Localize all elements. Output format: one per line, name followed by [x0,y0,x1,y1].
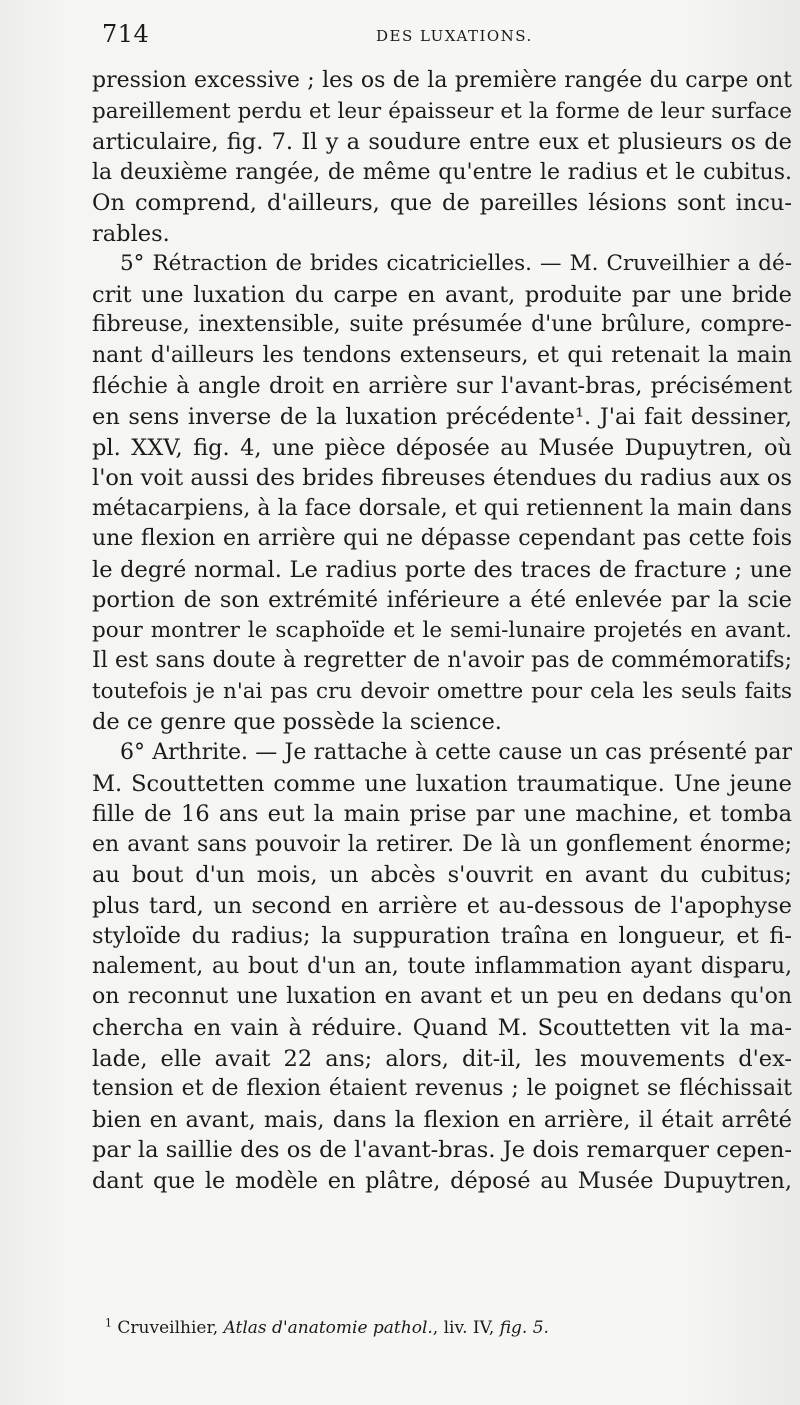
text-line: M. Scouttetten comme une luxation traumatique. Une jeune [92,770,792,797]
running-head: DES LUXATIONS. [376,27,533,45]
text-line: fléchie à angle droit en arrière sur l'avant-bras, précisément [92,373,792,400]
page-header [0,18,800,58]
text-line: en avant sans pouvoir la retirer. De là un gonflement énorme; [92,831,792,857]
text-line: pression excessive ; les os de la première rangée du carpe ont [92,68,792,93]
footnote-marker: 1 [105,1316,112,1330]
text-line: rables. [92,220,170,247]
text-line: on reconnut une luxation en avant et un peu en dedans qu'on [92,984,792,1010]
text-line: lade, elle avait 22 ans; alors, dit-il, les mouvements d'ex- [92,1045,792,1072]
text-line: dant que le modèle en plâtre, déposé au Musée Dupuytren, [92,1167,792,1194]
text-line: l'on voit aussi des brides fibreuses étendues du radius aux os [92,465,792,492]
text-line: tension et de flexion étaient revenus ; le poignet se fléchissait [92,1076,792,1102]
text-line: pl. XXV, fig. 4, une pièce déposée au Musée Dupuytren, où [92,434,792,461]
text-line: métacarpiens, à la face dorsale, et qui retiennent la main dans [92,495,792,521]
text-line: de ce genre que possède la science. [92,709,502,736]
text-line: une flexion en arrière qui ne dépasse cependant pas cette fois [92,526,792,552]
footnote-figure: fig. 5. [499,1318,549,1338]
body-text [92,66,792,1196]
text-line: nalement, au bout d'un an, toute inflammation ayant disparu, [92,953,792,979]
text-line: par la saillie des os de l'avant-bras. Je dois remarquer cepen- [92,1137,792,1164]
text-line: portion de son extrémité inférieure a été enlevée par la scie [92,587,792,614]
text-line: chercha en vain à réduire. Quand M. Scouttetten vit la ma- [92,1014,792,1041]
text-line: styloïde du radius; la suppuration traîna en longueur, et fi- [92,923,792,950]
text-line: en sens inverse de la luxation précédente¹. J'ai fait dessiner, [92,404,792,431]
text-line: plus tard, un second en arrière et au-dessous de l'apophyse [92,892,792,919]
text-line: pareillement perdu et leur épaisseur et la forme de leur surface [92,98,792,124]
text-line: le degré normal. Le radius porte des traces de fracture ; une [92,556,792,583]
text-line: bien en avant, mais, dans la flexion en arrière, il était arrêté [92,1106,792,1133]
text-line: On comprend, d'ailleurs, que de pareilles lésions sont incu- [92,190,792,217]
text-line: nant d'ailleurs les tendons extenseurs, et qui retenait la main [92,342,792,368]
text-line: articulaire, fig. 7. Il y a soudure entre eux et plusieurs os de [92,129,792,156]
text-line: crit une luxation du carpe en avant, produite par une bride [92,281,792,308]
footnote-work: Atlas d'anatomie pathol. [223,1318,433,1338]
text-line: pour montrer le scaphoïde et le semi-lunaire projetés en avant. [92,617,792,643]
text-line: au bout d'un mois, un abcès s'ouvrit en avant du cubitus; [92,862,792,889]
section-heading-line: 5° Rétraction de brides cicatricielles. — M. Cruveilhier a dé- [120,251,792,277]
text-line: fille de 16 ans eut la main prise par une machine, et tomba [92,801,792,828]
section-heading-line: 6° Arthrite. — Je rattache à cette cause un cas présenté par [120,740,792,766]
footnote-author: Cruveilhier, [117,1318,224,1338]
footnote [105,1318,755,1338]
text-line: la deuxième rangée, de même qu'entre le radius et le cubitus. [92,159,792,185]
footnote-rest: , liv. IV, [432,1318,500,1338]
text-line: toutefois je n'ai pas cru devoir omettre pour cela les seuls faits [92,678,792,704]
text-line: Il est sans doute à regretter de n'avoir pas de commémoratifs; [92,648,792,674]
text-line: fibreuse, inextensible, suite présumée d'une brûlure, compre- [92,312,792,338]
page-number: 714 [102,20,150,48]
